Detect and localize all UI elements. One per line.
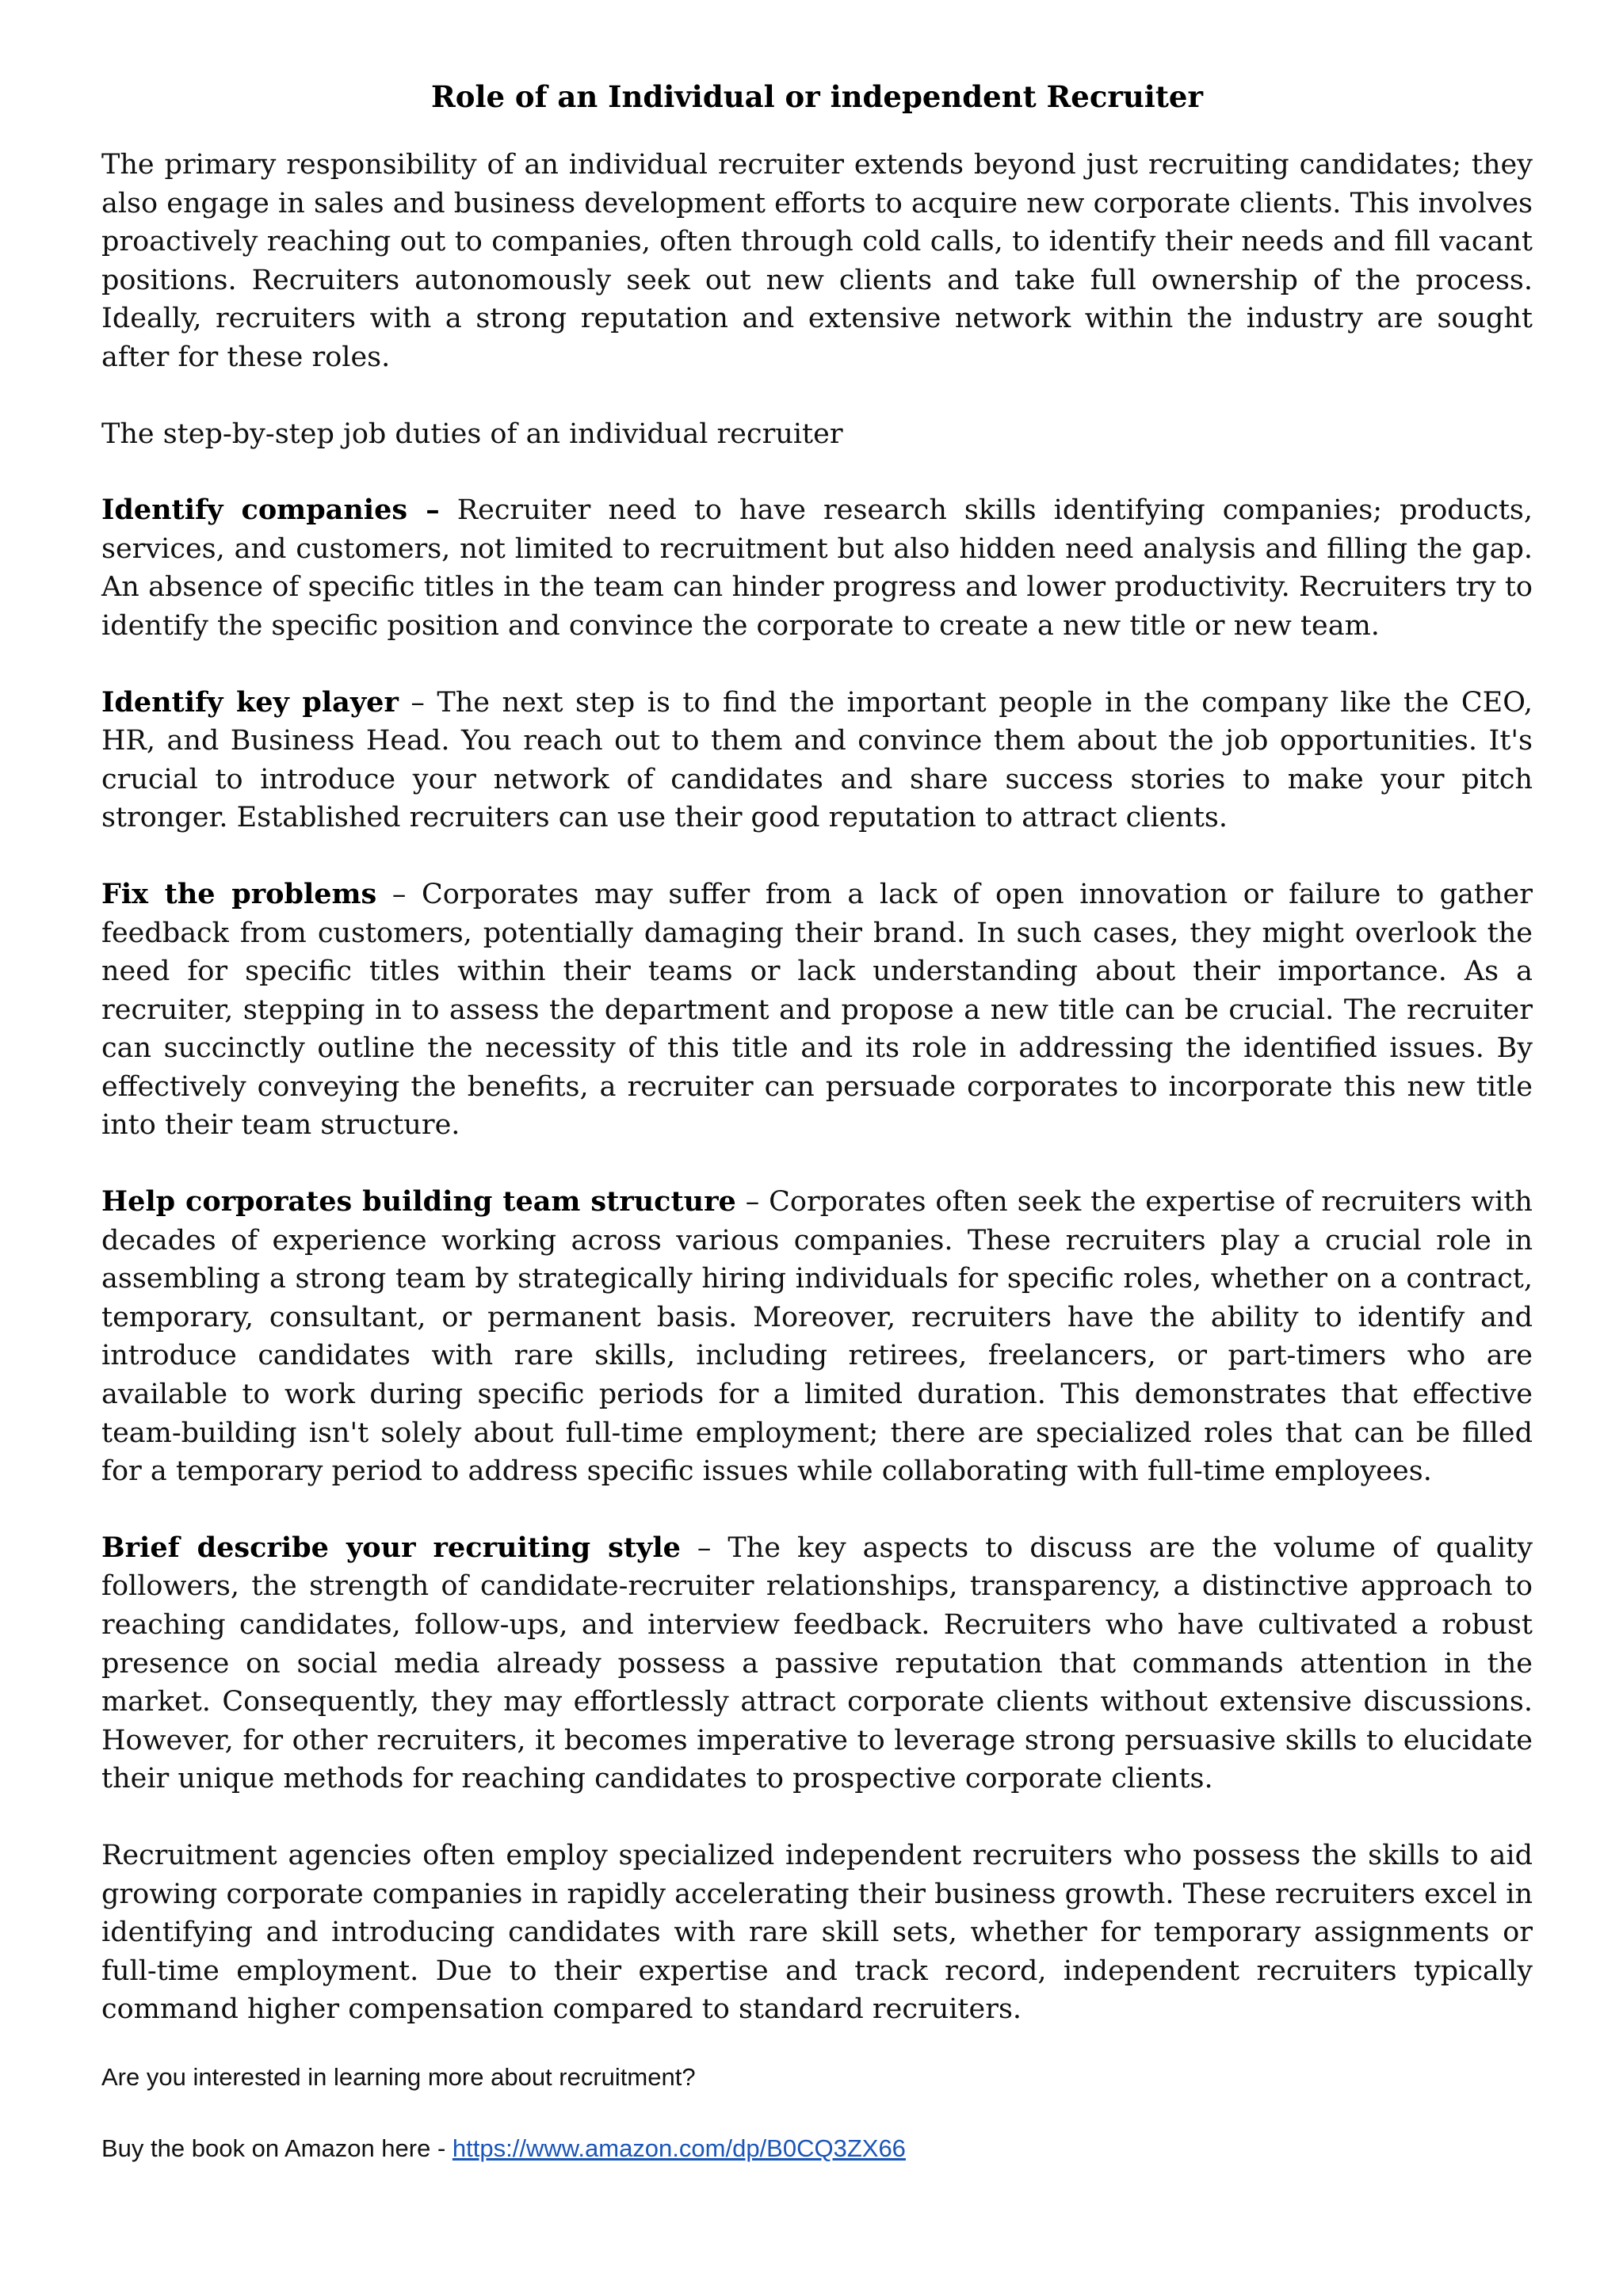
amazon-book-link[interactable]: https://www.amazon.com/dp/B0CQ3ZX66 <box>452 2134 906 2162</box>
section-term: Identify companies – <box>101 494 440 527</box>
cta-prefix: Buy the book on Amazon here - <box>101 2134 453 2162</box>
section-identify-companies <box>101 491 1533 645</box>
section-text: – Corporates often seek the expertise of recruiters with decades of experience working across various companies. These recruiters play a crucial role in assembling a strong team by strategically hiring individuals for specific roles, whether on a contract, temporary, consultant, or permanent basis. Moreover, recruiters have the ability to identify and introduce candidates with rare skills, including retirees, freelancers, or part-timers who are available to work during specific periods for a limited duration. This demonstrates that effective team-building isn't solely about full-time employment; there are specialized roles that can be filled for a temporary period to address specific issues while collaborating with full-time employees. <box>101 1186 1533 1488</box>
document-title: Role of an Individual or independent Recruiter <box>431 79 1203 114</box>
section-text: Recruiter need to have research skills identifying companies; products, services, and customers, not limited to recruitment but also hidden need analysis and filling the gap. An absence of specific titles in the team can hinder progress and lower productivity. Recruiters try to identify the specific position and convince the corporate to create a new title or new team. <box>101 494 1533 642</box>
steps-heading: The step-by-step job duties of an individual recruiter <box>101 418 843 450</box>
closing-paragraph: Recruitment agencies often employ specialized independent recruiters who possess the skills to aid growing corporate companies in rapidly accelerating their business growth. These recruiters excel in identifying and introducing candidates with rare skill sets, whether for temporary assignments or full-time employment. Due to their expertise and track record, independent recruiters typically command higher compensation compared to standard recruiters. <box>101 1839 1533 2026</box>
intro-paragraph: The primary responsibility of an individual recruiter extends beyond just recruiting candidates; they also engage in sales and business development efforts to acquire new corporate clients. This involves proactively reaching out to companies, often through cold calls, to identify their needs and fill vacant positions. Recruiters autonomously seek out new clients and take full ownership of the process. Ideally, recruiters with a strong reputation and extensive network within the industry are sought after for these roles. <box>101 149 1533 373</box>
section-text: – The next step is to find the important people in the company like the CEO, HR, and Business Head. You reach out to them and convince them about the job opportunities. It's crucial to introduce your network of candidates and share success stories to make your pitch stronger. Established recruiters can use their good reputation to attract clients. <box>101 686 1533 834</box>
cta-question: Are you interested in learning more about recruitment? <box>101 2062 696 2091</box>
section-term: Brief describe your recruiting style <box>101 1531 681 1564</box>
section-fix-the-problems <box>101 875 1533 1145</box>
section-term: Identify key player <box>101 685 399 719</box>
cta-line <box>101 2132 1533 2165</box>
section-identify-key-player <box>101 684 1533 837</box>
section-recruiting-style <box>101 1529 1533 1798</box>
section-term: Fix the problems <box>101 877 377 910</box>
section-text: – The key aspects to discuss are the volume of quality followers, the strength of candidate-recruiter relationships, transparency, a distinctive approach to reaching candidates, follow-ups, and interview feedback. Recruiters who have cultivated a robust presence on social media already possess a passive reputation that commands attention in the market. Consequently, they may effortlessly attract corporate clients without extensive discussions. However, for other recruiters, it becomes imperative to leverage strong persuasive skills to elucidate their unique methods for reaching candidates to prospective corporate clients. <box>101 1531 1533 1795</box>
section-text: – Corporates may suffer from a lack of open innovation or failure to gather feedback from customers, potentially damaging their brand. In such cases, they might overlook the need for specific titles within their teams or lack understanding about their importance. As a recruiter, stepping in to assess the department and propose a new title can be crucial. The recruiter can succinctly outline the necessity of this title and its role in addressing the identified issues. By effectively conveying the benefits, a recruiter can persuade corporates to incorporate this new title into their team structure. <box>101 878 1533 1142</box>
document-page <box>101 73 1533 2203</box>
section-team-structure <box>101 1183 1533 1491</box>
section-term: Help corporates building team structure <box>101 1185 736 1219</box>
